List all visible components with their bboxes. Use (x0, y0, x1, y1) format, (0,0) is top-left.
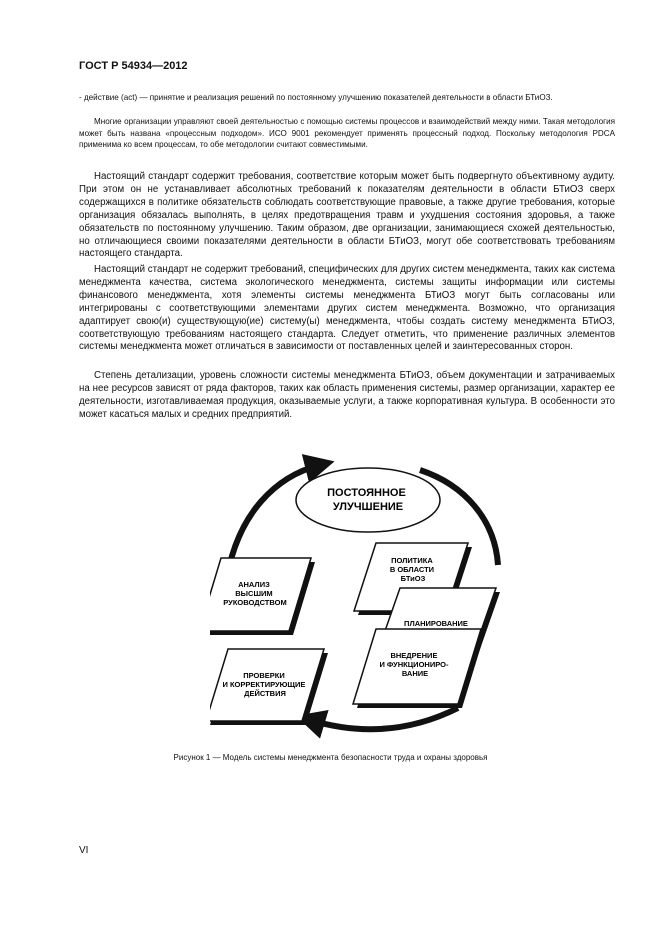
box-review-line: РУКОВОДСТВОМ (223, 598, 287, 607)
figure-caption: Рисунок 1 — Модель системы менеджмента безопасности труда и охраны здоровья (173, 753, 488, 762)
box-implementation-line: И ФУНКЦИОНИРО- (379, 660, 449, 669)
box-implementation-line: ВАНИЕ (401, 669, 429, 678)
box-planning-line: ПЛАНИРОВАНИЕ (404, 619, 468, 628)
box-policy-line: ПОЛИТИКА (391, 556, 433, 565)
paragraph-other-systems: Настоящий стандарт не содержит требований, специфических для других систем менеджмента, таких как система менеджмента качества, система экологического менеджмента, системы защиты информации или системы финансового менеджмента, хотя элементы системы менеджмента БТиОЗ могут быть согласованы или интегрированы с соответствующими элементами других систем менеджмента. Возможно, что организация адаптирует свою(и) существующую(ие) систему(ы) менеджмента, чтобы создать систему менеджмента БТиОЗ, соответствующую требованиям настоящего стандарта. Следует отметить, что применение различных элементов системы менеджмента может отличаться в зависимости от поставленных целей и заинтересованных сторон. (79, 264, 615, 353)
improvement-ellipse (296, 468, 440, 532)
improvement-title-line: ПОСТОЯННОЕ (327, 487, 406, 499)
paragraph-audit: Настоящий стандарт содержит требования, соответствие которым может быть подвергнуто объективному аудиту. При этом он не устанавливает абсолютных требований к показателям деятельности в области БТиОЗ сверх содержащихся в политике обязательств соблюдать соответствующие правовые, а также другие требования, которые организация обязалась выполнять, в целях предотвращения травм и ухудшения состояния здоровья, а также обязательств по постоянному улучшению. Таким образом, две организации, занимающиеся схожей деятельностью, но отличающиеся своими показателями деятельности в области БТиОЗ, могут обе соответствовать требованиям настоящего стандарта. (79, 171, 615, 260)
box-checking-line: ДЕЙСТВИЯ (244, 689, 286, 698)
paragraph-detail-level: Степень детализации, уровень сложности системы менеджмента БТиОЗ, объем документации и затрачиваемых на нее ресурсов зависят от ряда факторов, таких как область применения системы, размер организации, характер ее деятельности, изготавливаемая продукция, оказываемые услуги, а также корпоративная культура. В особенности это может касаться малых и средних предприятий. (79, 370, 615, 420)
paragraph-process-approach: Многие организации управляют своей деятельностью с помощью системы процессов и взаимодействий между ними. Такая методология может быть названа «процессным подходом». ИСО 9001 рекомендует применять процессный подход. Поскольку методология PDCA применима ко всем процессам, то обе методологии считают совместимыми. (79, 117, 615, 150)
box-policy-line: В ОБЛАСТИ (389, 565, 435, 574)
arrow-bottom (310, 708, 458, 729)
box-checking-line: ПРОВЕРКИ (243, 671, 285, 680)
ohs-model-figure (210, 450, 510, 740)
paragraph-act: - действие (act) — принятие и реализация решений по постоянному улучшению показателей деятельности в области БТиОЗ. (79, 93, 553, 102)
box-review-line: АНАЛИЗ (238, 580, 270, 589)
document-header: ГОСТ Р 54934—2012 (79, 60, 188, 72)
page-number: VI (79, 845, 89, 856)
box-checking-line: И КОРРЕКТИРУЮЩИЕ (222, 680, 306, 689)
box-review-line: ВЫСШИМ (235, 589, 273, 598)
box-policy-line: БТиОЗ (400, 574, 426, 583)
box-planning-label (404, 619, 468, 628)
box-implementation-line: ВНЕДРЕНИЕ (390, 651, 438, 660)
improvement-title-line: УЛУЧШЕНИЕ (332, 501, 404, 513)
